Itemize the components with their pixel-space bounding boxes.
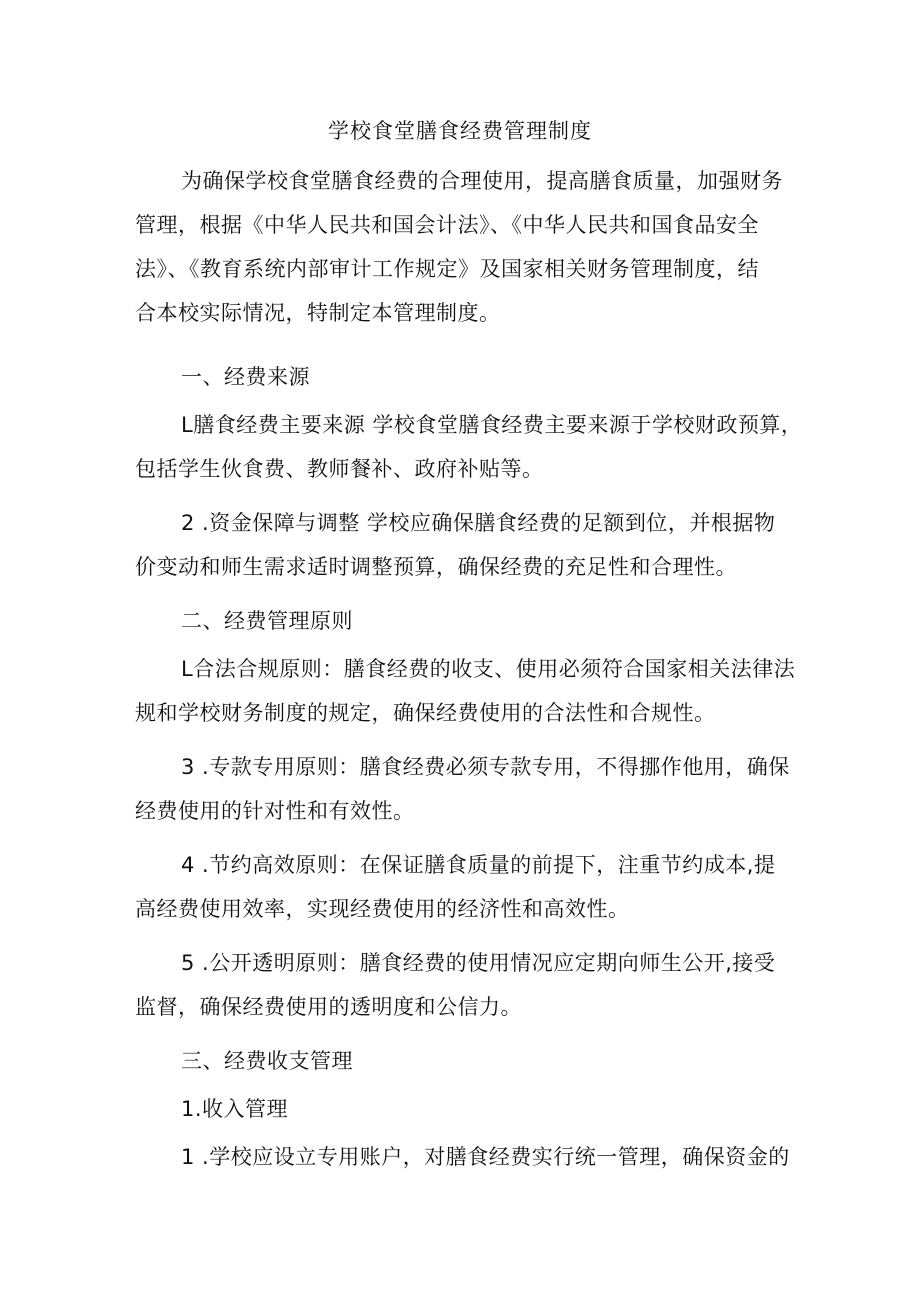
intro-line-4: 合本校实际情况，特制定本管理制度。 [135,301,501,325]
document-title: 学校食堂膳食经费管理制度 [328,119,592,143]
section-2-item-1 [135,654,795,728]
section-2-item-1-line-1: L合法合规原则：膳食经费的收支、使用必须符合国家相关法律法 [181,657,796,681]
section-3-item-1 [135,1142,795,1172]
section-2-item-4 [135,850,795,924]
section-2-item-3-line-2: 经费使用的针对性和有效性。 [135,799,415,823]
section-2-item-3 [135,752,795,826]
section-2-item-3-line-1: 3 .专款专用原则：膳食经费必须专款专用，不得挪作他用，确保 [181,755,790,779]
section-1-item-2-line-2: 价变动和师生需求适时调整预算，确保经费的充足性和合理性。 [135,555,737,579]
section-2-item-4-line-1: 4 .节约高效原则：在保证膳食质量的前提下，注重节约成本,提 [181,853,776,877]
section-1-item-2-line-1: 2 .资金保障与调整 学校应确保膳食经费的足额到位，并根据物 [181,511,776,535]
section-1-item-1-line-2: 包括学生伙食费、教师餐补、政府补贴等。 [135,457,544,481]
section-3-sub-1: 1.收入管理 [181,1097,289,1121]
intro-line-3: 法》、《教育系统内部审计工作规定》及国家相关财务管理制度，结 [135,257,759,281]
section-2-heading: 二、经费管理原则 [181,609,353,633]
intro-line-2: 管理，根据《中华人民共和国会计法》、《中华人民共和国食品安全 [135,213,759,237]
section-1-item-1-line-1: L膳食经费主要来源 学校食堂膳食经费主要来源于学校财政预算， [181,413,803,437]
section-2-item-1-line-2: 规和学校财务制度的规定，确保经费使用的合法性和合规性。 [135,701,716,725]
section-1-heading: 一、经费来源 [181,365,310,389]
intro-paragraph [135,166,795,328]
section-3-heading: 三、经费收支管理 [181,1049,353,1073]
section-3-item-1-line-1: 1 .学校应设立专用账户，对膳食经费实行统一管理，确保资金的 [181,1145,790,1169]
section-2-item-5-line-1: 5 .公开透明原则：膳食经费的使用情况应定期向师生公开,接受 [181,951,776,975]
section-1-item-2 [135,508,795,582]
intro-line-1: 为确保学校食堂膳食经费的合理使用，提高膳食质量，加强财务 [181,169,783,193]
section-2-item-4-line-2: 高经费使用效率，实现经费使用的经济性和高效性。 [135,897,630,921]
section-2-item-5-line-2: 监督，确保经费使用的透明度和公信力。 [135,995,522,1019]
section-2-item-5 [135,948,795,1022]
section-1-item-1 [135,410,803,484]
